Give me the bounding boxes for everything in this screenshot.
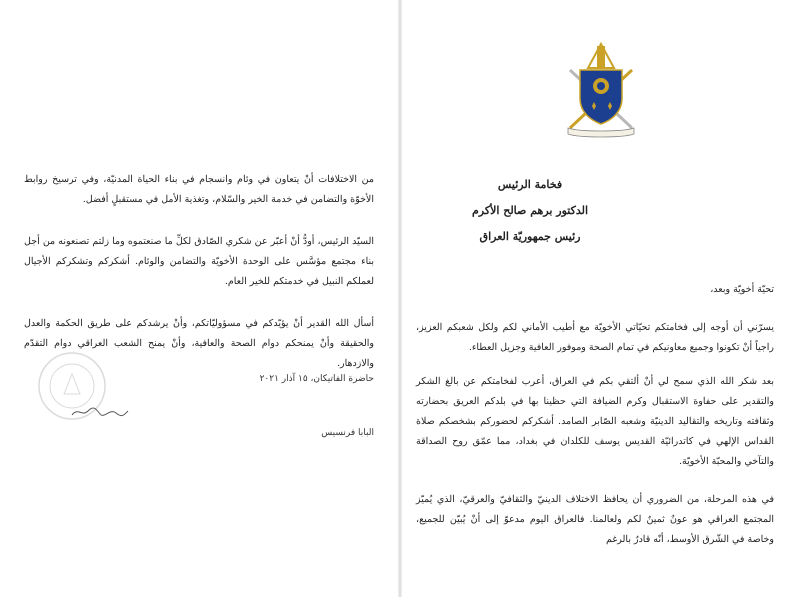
right-paragraph-2: بعد شكر الله الذي سمح لي أنْ ألتقي بكم في العراق، أعرب لفخامتكم عن بالغ الشكر والتقدير على حفاوة الاستقبال وكرم الضيافة التي حظينا بها في بلدكم العريق بحضارته وثقافته وتاريخه والتقاليد الدينيّة وشعبه الصّابر الصامد. أشكركم لحضوركم بشخصكم صلاة القداس الإلهي في كاتدرائيّة القديس يوسف للكلدان في بغداد، مما عمّق روح الصداقة والتآخي والمحبّة الأخويّة. xyxy=(416,376,774,467)
papal-coat-of-arms-icon xyxy=(550,40,652,140)
left-paragraph-3: أسأل الله القدير أنْ يؤيّدكم في مسؤوليّاتكم، وأنْ يرشدكم على طريق الحكمة والعدل والحقيقة وأنْ يمنحكم دوام الصحة والعافية، وأنْ يمنح الشعب العراقي دوام التقدّم والازدهار. xyxy=(24,318,374,369)
right-paragraph-1: يسرّني أن أوجه إلى فخامتكم تحيّاتي الأخويّة مع أطيب الأماني لكم ولكل شعبكم العزيز، راجياً أنْ تكونوا وجميع معاونيكم في تمام الصحة وموفور العافية وجزيل العطاء. xyxy=(416,322,774,353)
place-date: حاضرة الفاتيكان، ١٥ آذار ٢٠٢١ xyxy=(259,374,374,384)
signature xyxy=(70,405,130,419)
left-paragraph-1: من الاختلافات أنْ يتعاون في وئام وانسجام في بناء الحياة المدنيّة، وفي ترسيخ روابط الأخوّة والتضامن في خدمة الخير والسّلام، وتغذية الأمل في مستقبلٍ أفضل. xyxy=(24,174,374,205)
greeting: تحيّة أخويّة وبعد، xyxy=(710,284,774,295)
signer-name: البابا فرنسيس xyxy=(321,428,374,438)
left-paragraph-2: السيّد الرئيس، أودُّ أنْ أعبّر عن شكري الصّادق لكلِّ ما صنعتموه وما زلتم تصنعونه من أجل بناء مجتمع مؤسَّس على الوحدة الأخويّة والتضامن والوئام. أشكركم وتشكركم الأجيال لعملكم النبيل في خدمتكم للخير العام. xyxy=(24,236,374,287)
addressee-title: فخامة الرئيس xyxy=(497,178,563,191)
left-page xyxy=(0,0,398,597)
right-page xyxy=(402,0,800,597)
addressee-position: رئيس جمهوريّة العراق xyxy=(479,230,581,243)
right-paragraph-3: في هذه المرحلة، من الضروري أن يحافظ الاختلاف الدينيّ والثقافيّ والعرقيّ، الذي يُميّز المجتمع العراقي هو عونٌ ثمينٌ لكم ولعالمنا. فالعراق اليوم مدعوّ إلى أنْ يُبيّن للجميع، وخاصة في الشّرق الأوسط، أنّه قادرٌ بالرغم xyxy=(416,494,774,545)
addressee-name: الدكتور برهم صالح الأكرم xyxy=(471,204,589,217)
